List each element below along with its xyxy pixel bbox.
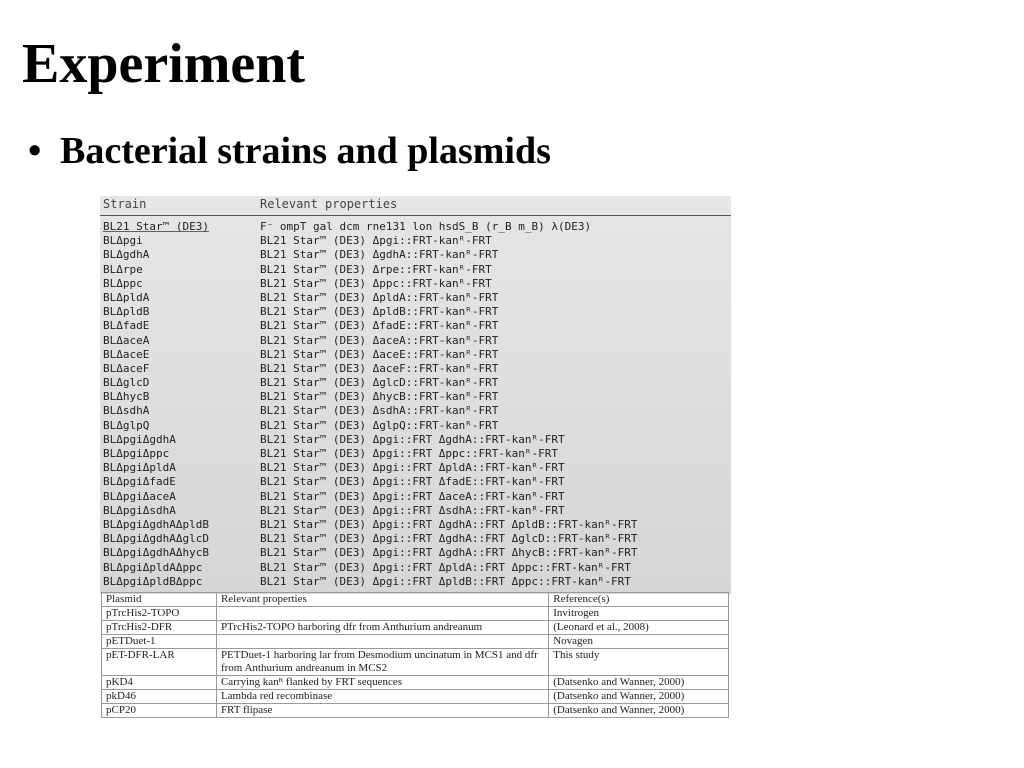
strain-name-cell: BLΔpldA	[103, 290, 150, 304]
strain-properties-cell: BL21 Star™ (DE3) Δpgi::FRT ΔpldA::FRT-kanᴿ-FRT	[260, 461, 565, 475]
plasmid-reference-cell: Novagen	[549, 635, 729, 649]
strain-table-row	[100, 532, 731, 546]
strain-name-cell: BLΔfadE	[103, 319, 150, 333]
plasmid-table-body	[102, 607, 729, 718]
plasmid-table-row	[102, 607, 729, 621]
properties-header-cell: Relevant properties	[260, 197, 398, 211]
strain-name-cell: BLΔgdhA	[103, 248, 150, 262]
plasmid-table	[101, 592, 729, 718]
strain-properties-cell: BL21 Star™ (DE3) ΔpldA::FRT-kanᴿ-FRT	[260, 290, 499, 304]
strain-name-cell: BLΔaceE	[103, 347, 150, 361]
plasmid-table-row	[102, 704, 729, 718]
strain-table-row	[100, 561, 731, 575]
strain-header-cell: Strain	[103, 197, 147, 211]
strain-properties-cell: BL21 Star™ (DE3) Δpgi::FRT ΔpldA::FRT Δppc::FRT-kanᴿ-FRT	[260, 560, 631, 574]
plasmid-table-row	[102, 635, 729, 649]
strain-name-cell: BLΔpgiΔpldAΔppc	[103, 560, 203, 574]
strain-table-row	[100, 490, 731, 504]
strain-name-cell: BLΔpgiΔgdhAΔglcD	[103, 532, 209, 546]
strain-table-header	[100, 196, 731, 216]
strain-table-row	[100, 419, 731, 433]
strain-table-row	[100, 461, 731, 475]
plasmid-header-cell: Plasmid	[102, 593, 217, 607]
plasmid-properties-cell	[216, 607, 548, 621]
strain-table-row	[100, 319, 731, 333]
strain-name-cell: BLΔpgiΔgdhAΔhycB	[103, 546, 209, 560]
strain-name-cell: BLΔppc	[103, 276, 143, 290]
plasmid-name-cell: pTrcHis2-TOPO	[102, 607, 217, 621]
strain-name-cell: BLΔglcD	[103, 376, 150, 390]
strain-table-row	[100, 348, 731, 362]
slide-title: Experiment	[22, 33, 306, 95]
strain-name-cell: BLΔsdhA	[103, 404, 150, 418]
strain-name-cell: BLΔhycB	[103, 390, 150, 404]
plasmid-reference-cell: Invitrogen	[549, 607, 729, 621]
strain-name-cell: BLΔglpQ	[103, 418, 150, 432]
strain-table-row	[100, 518, 731, 532]
strain-table-row	[100, 475, 731, 489]
strain-table-row	[100, 277, 731, 291]
strain-table-row	[100, 575, 731, 589]
strain-table-row	[100, 220, 731, 234]
strain-properties-cell: BL21 Star™ (DE3) Δpgi::FRT ΔgdhA::FRT ΔhycB::FRT-kanᴿ-FRT	[260, 546, 638, 560]
strain-properties-cell: BL21 Star™ (DE3) Δpgi::FRT ΔaceA::FRT-kanᴿ-FRT	[260, 489, 565, 503]
strain-table-body	[100, 216, 731, 589]
plasmid-properties-cell: Lambda red recombinase	[216, 690, 548, 704]
strain-properties-cell: BL21 Star™ (DE3) Δrpe::FRT-kanᴿ-FRT	[260, 262, 492, 276]
plasmid-table-row	[102, 676, 729, 690]
strain-properties-cell: BL21 Star™ (DE3) ΔfadE::FRT-kanᴿ-FRT	[260, 319, 499, 333]
strain-table-row	[100, 234, 731, 248]
strain-table-row	[100, 291, 731, 305]
strain-table-row	[100, 390, 731, 404]
strain-table-row	[100, 447, 731, 461]
plasmid-reference-cell: (Datsenko and Wanner, 2000)	[549, 704, 729, 718]
strain-properties-cell: BL21 Star™ (DE3) Δpgi::FRT-kanᴿ-FRT	[260, 234, 492, 248]
plasmid-table-row	[102, 621, 729, 635]
strain-name-cell: BLΔpgiΔaceA	[103, 489, 176, 503]
plasmid-table-header	[102, 593, 729, 607]
strain-table-row	[100, 305, 731, 319]
plasmid-name-cell: pkD46	[102, 690, 217, 704]
strain-table-row	[100, 404, 731, 418]
strain-properties-cell: BL21 Star™ (DE3) Δpgi::FRT ΔgdhA::FRT ΔglcD::FRT-kanᴿ-FRT	[260, 532, 638, 546]
strain-name-cell: BLΔaceF	[103, 361, 150, 375]
plasmid-reference-cell: (Datsenko and Wanner, 2000)	[549, 690, 729, 704]
strain-properties-cell: BL21 Star™ (DE3) ΔaceA::FRT-kanᴿ-FRT	[260, 333, 499, 347]
subtitle-bullet-item	[28, 132, 551, 170]
plasmid-properties-cell: PTrcHis2-TOPO harboring dfr from Anthurium andreanum	[216, 621, 548, 635]
strain-name-cell: BLΔpgiΔpldBΔppc	[103, 574, 203, 588]
strain-name-cell: BLΔaceA	[103, 333, 150, 347]
strain-properties-cell: BL21 Star™ (DE3) Δppc::FRT-kanᴿ-FRT	[260, 276, 492, 290]
bullet-dot-icon: •	[28, 130, 42, 172]
strain-properties-cell: F⁻ ompT gal dcm rne131 lon hsdS_B (r_B m_B) λ(DE3)	[260, 220, 592, 233]
strain-properties-cell: BL21 Star™ (DE3) Δpgi::FRT Δppc::FRT-kanᴿ-FRT	[260, 447, 559, 460]
strain-properties-cell: BL21 Star™ (DE3) Δpgi::FRT ΔgdhA::FRT-kanᴿ-FRT	[260, 432, 565, 446]
strain-table-row	[100, 263, 731, 277]
subtitle-text: Bacterial strains and plasmids	[60, 130, 551, 172]
plasmid-properties-cell: FRT flipase	[216, 704, 548, 718]
strain-name-cell: BLΔpgiΔgdhA	[103, 432, 176, 446]
strain-table-row	[100, 433, 731, 447]
strain-name-cell: BL21 Star™ (DE3)	[103, 220, 209, 233]
strain-properties-cell: BL21 Star™ (DE3) Δpgi::FRT ΔfadE::FRT-kanᴿ-FRT	[260, 475, 565, 489]
plasmid-reference-header-cell: Reference(s)	[549, 593, 729, 607]
strain-properties-cell: BL21 Star™ (DE3) Δpgi::FRT ΔsdhA::FRT-kanᴿ-FRT	[260, 503, 565, 517]
strain-properties-cell: BL21 Star™ (DE3) ΔglcD::FRT-kanᴿ-FRT	[260, 376, 499, 390]
strain-table-row	[100, 546, 731, 560]
strain-table-row	[100, 248, 731, 262]
plasmid-reference-cell: (Datsenko and Wanner, 2000)	[549, 676, 729, 690]
strain-name-cell: BLΔpgiΔgdhAΔpldB	[103, 517, 209, 531]
plasmid-name-cell: pTrcHis2-DFR	[102, 621, 217, 635]
strain-properties-cell: BL21 Star™ (DE3) ΔglpQ::FRT-kanᴿ-FRT	[260, 418, 499, 432]
plasmid-table-row	[102, 649, 729, 676]
plasmid-properties-cell: Carrying kanᴿ flanked by FRT sequences	[216, 676, 548, 690]
plasmid-properties-header-cell: Relevant properties	[216, 593, 548, 607]
strain-name-cell: BLΔpgiΔsdhA	[103, 503, 176, 517]
plasmid-name-cell: pETDuet-1	[102, 635, 217, 649]
plasmid-name-cell: pET-DFR-LAR	[102, 649, 217, 676]
strain-properties-cell: BL21 Star™ (DE3) ΔgdhA::FRT-kanᴿ-FRT	[260, 248, 499, 262]
strain-properties-cell: BL21 Star™ (DE3) Δpgi::FRT ΔpldB::FRT Δppc::FRT-kanᴿ-FRT	[260, 574, 631, 588]
strain-name-cell: BLΔpgiΔpldA	[103, 461, 176, 475]
strain-properties-cell: BL21 Star™ (DE3) Δpgi::FRT ΔgdhA::FRT ΔpldB::FRT-kanᴿ-FRT	[260, 517, 638, 531]
strain-table	[100, 196, 731, 594]
strain-name-cell: BLΔpgi	[103, 234, 143, 248]
strain-name-cell: BLΔpgiΔfadE	[103, 475, 176, 489]
plasmid-reference-cell: This study	[549, 649, 729, 676]
strain-properties-cell: BL21 Star™ (DE3) ΔhycB::FRT-kanᴿ-FRT	[260, 390, 499, 404]
strain-name-cell: BLΔpgiΔppc	[103, 447, 170, 460]
strain-table-row	[100, 504, 731, 518]
strain-table-row	[100, 362, 731, 376]
strain-table-row	[100, 376, 731, 390]
plasmid-name-cell: pCP20	[102, 704, 217, 718]
strain-properties-cell: BL21 Star™ (DE3) ΔaceE::FRT-kanᴿ-FRT	[260, 347, 499, 361]
strain-properties-cell: BL21 Star™ (DE3) ΔaceF::FRT-kanᴿ-FRT	[260, 361, 499, 375]
strain-name-cell: BLΔrpe	[103, 262, 143, 276]
plasmid-reference-cell: (Leonard et al., 2008)	[549, 621, 729, 635]
plasmid-table-row	[102, 690, 729, 704]
strain-properties-cell: BL21 Star™ (DE3) ΔsdhA::FRT-kanᴿ-FRT	[260, 404, 499, 418]
strain-properties-cell: BL21 Star™ (DE3) ΔpldB::FRT-kanᴿ-FRT	[260, 305, 499, 319]
plasmid-name-cell: pKD4	[102, 676, 217, 690]
strain-name-cell: BLΔpldB	[103, 305, 150, 319]
plasmid-properties-cell	[216, 635, 548, 649]
plasmid-properties-cell: PETDuet-1 harboring lar from Desmodium uncinatum in MCS1 and dfr from Anthurium andreanum in MCS2	[216, 649, 548, 676]
strain-table-row	[100, 334, 731, 348]
